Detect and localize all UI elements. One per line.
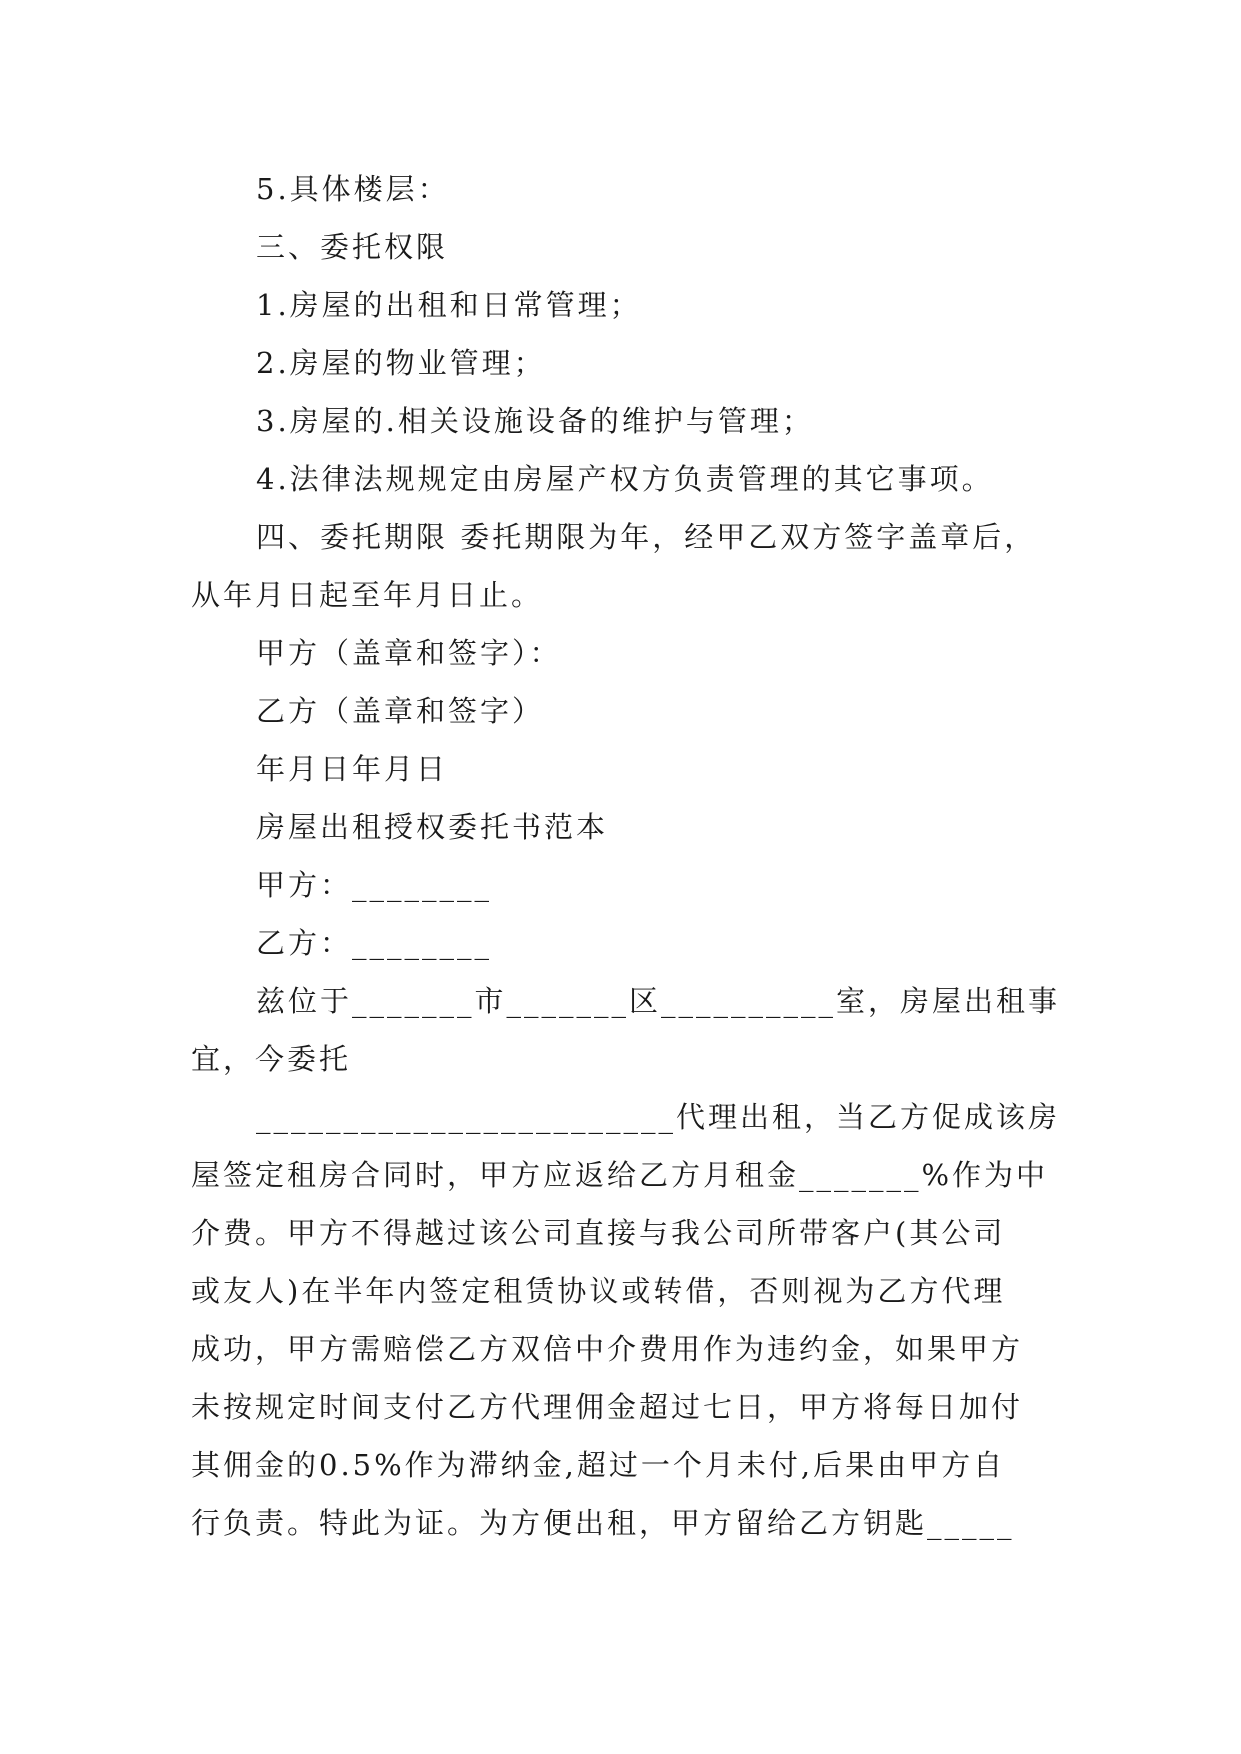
signature-line: 乙方（盖章和签字） xyxy=(256,694,545,728)
doc-line: 屋签定租房合同时，甲方应返给乙方月租金_______%作为中 xyxy=(191,1158,1049,1192)
section-heading: 四、委托期限 委托期限为年，经甲乙双方签字盖章后， xyxy=(256,520,1037,554)
doc-line: 5.具体楼层： xyxy=(256,172,450,206)
doc-line: 介费。甲方不得越过该公司直接与我公司所带客户(其公司 xyxy=(191,1216,1006,1250)
doc-line: 1.房屋的出租和日常管理； xyxy=(256,288,642,322)
doc-line: 3.房屋的.相关设施设备的维护与管理； xyxy=(256,404,814,438)
doc-line: ________________________代理出租，当乙方促成该房 xyxy=(256,1100,1061,1134)
doc-line: 成功，甲方需赔偿乙方双倍中介费用作为违约金，如果甲方 xyxy=(191,1332,1024,1366)
party-a-line: 甲方：________ xyxy=(256,868,493,902)
doc-line: 其佣金的0.5%作为滞纳金,超过一个月未付,后果由甲方自 xyxy=(191,1448,1006,1482)
date-line: 年月日年月日 xyxy=(256,752,449,786)
signature-line: 甲方（盖章和签字）： xyxy=(256,636,562,670)
doc-line: 4.法律法规规定由房屋产权方负责管理的其它事项。 xyxy=(256,462,994,496)
doc-line: 2.房屋的物业管理； xyxy=(256,346,546,380)
document-page xyxy=(191,160,1061,1552)
section-heading: 三、委托权限 xyxy=(256,230,449,264)
document-title: 房屋出租授权委托书范本 xyxy=(256,810,609,844)
doc-line: 行负责。特此为证。为方便出租，甲方留给乙方钥匙_____ xyxy=(191,1506,1015,1540)
doc-line: 宜，今委托 xyxy=(191,1042,352,1076)
doc-line: 兹位于_______市_______区__________室，房屋出租事 xyxy=(256,984,1061,1018)
doc-line: 从年月日起至年月日止。 xyxy=(191,578,544,612)
party-b-line: 乙方：________ xyxy=(256,926,493,960)
doc-line: 或友人)在半年内签定租赁协议或转借，否则视为乙方代理 xyxy=(191,1274,1006,1308)
doc-line: 未按规定时间支付乙方代理佣金超过七日，甲方将每日加付 xyxy=(191,1390,1024,1424)
